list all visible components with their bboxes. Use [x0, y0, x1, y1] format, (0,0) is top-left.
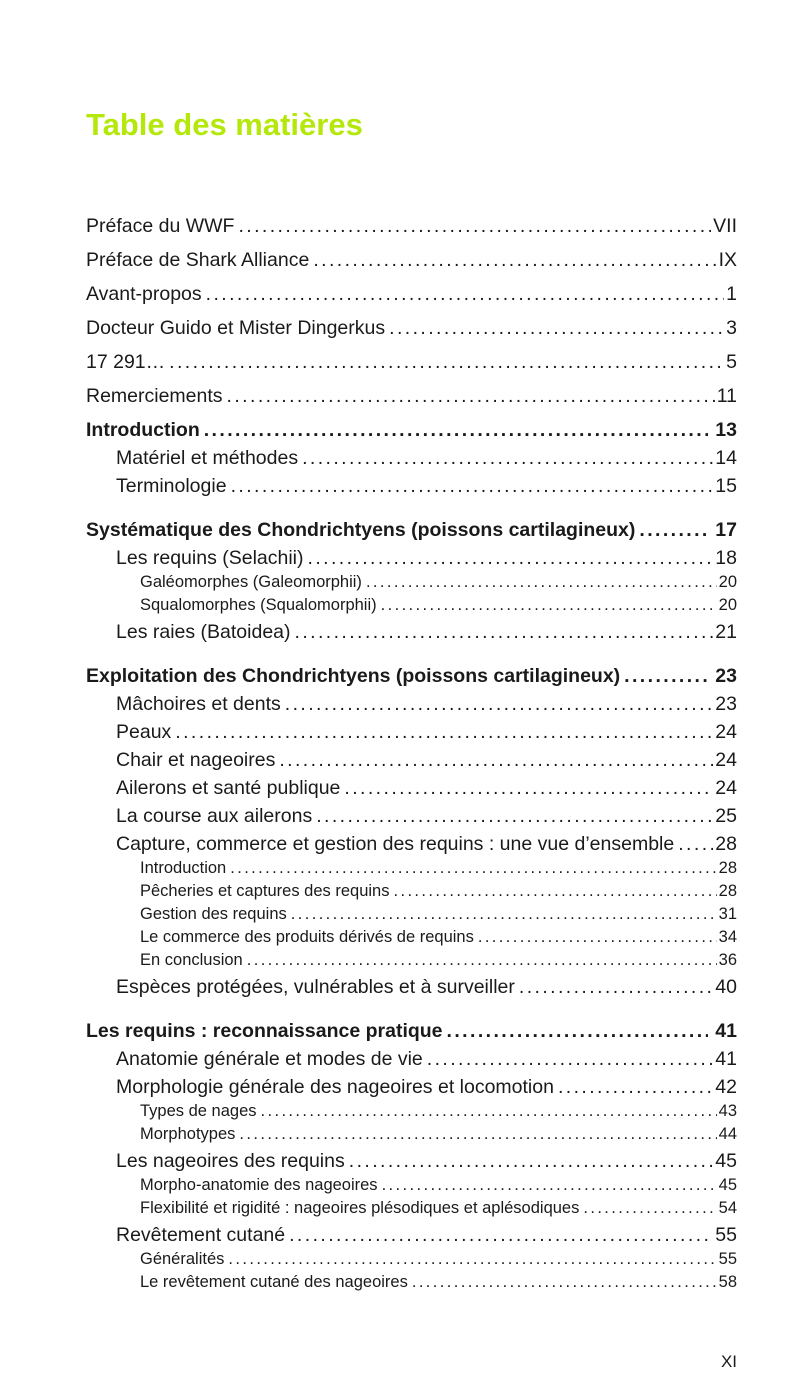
dot-leader: [558, 1077, 713, 1097]
dot-leader: [624, 666, 708, 686]
toc-entry: [86, 284, 737, 304]
dot-leader: [447, 1021, 709, 1041]
toc-entry: [86, 548, 737, 568]
toc-entry-page: 24: [715, 721, 737, 743]
toc-entry-label: La course aux ailerons: [116, 805, 313, 827]
toc-entry-page: 20: [718, 573, 737, 591]
toc-entry: [86, 597, 737, 614]
dot-leader: [175, 722, 713, 742]
toc-entry: [86, 1021, 737, 1041]
dot-leader: [678, 834, 713, 854]
toc-entry-label: Morpho-anatomie des nageoires: [140, 1176, 378, 1194]
toc-entry: [86, 1126, 737, 1143]
dot-leader: [285, 694, 714, 714]
toc-entry: [86, 694, 737, 714]
toc-entry: [86, 1200, 737, 1217]
toc-entry-page: 24: [715, 777, 737, 799]
toc-entry: [86, 386, 737, 406]
toc-entry: [86, 883, 737, 900]
toc-entry-label: Anatomie générale et modes de vie: [116, 1048, 423, 1070]
toc-entry-label: Terminologie: [116, 475, 227, 497]
dot-leader: [393, 883, 716, 900]
toc-entry-label: Gestion des requins: [140, 905, 287, 923]
toc-entry-label: Systématique des Chondrichtyens (poissons cartilagineux): [86, 519, 636, 541]
toc-entry: [86, 1077, 737, 1097]
page-title: Table des matières: [86, 107, 363, 142]
toc-entry: [86, 1103, 737, 1120]
toc-entry-label: Types de nages: [140, 1102, 257, 1120]
toc-entry-page: 41: [715, 1020, 737, 1042]
toc-entry: [86, 622, 737, 642]
dot-leader: [261, 1103, 717, 1120]
toc-entry-page: 55: [715, 1224, 737, 1246]
toc-entry-page: 58: [718, 1273, 737, 1291]
dot-leader: [279, 750, 713, 770]
toc-entry-label: En conclusion: [140, 951, 243, 969]
toc-entry-page: VII: [713, 215, 737, 237]
dot-leader: [583, 1200, 716, 1217]
dot-leader: [382, 1177, 717, 1194]
dot-leader: [427, 1049, 714, 1069]
toc-entry-page: 24: [715, 749, 737, 771]
toc-entry-page: 28: [715, 833, 737, 855]
toc-entry: [86, 420, 737, 440]
dot-leader: [230, 860, 716, 877]
dot-leader: [204, 420, 709, 440]
dot-leader: [381, 597, 717, 614]
table-of-contents: [86, 216, 737, 1291]
toc-entry-label: Avant-propos: [86, 283, 202, 305]
toc-entry-label: Revêtement cutané: [116, 1224, 286, 1246]
dot-leader: [389, 318, 724, 338]
toc-entry-page: 54: [718, 1199, 737, 1217]
toc-entry-label: Capture, commerce et gestion des requins : une vue d’ensemble: [116, 833, 675, 855]
dot-leader: [227, 386, 715, 406]
dot-leader: [302, 448, 713, 468]
toc-entry-page: 31: [718, 905, 737, 923]
toc-entry: [86, 250, 737, 270]
toc-entry-label: Morphotypes: [140, 1125, 236, 1143]
toc-entry-label: Espèces protégées, vulnérables et à surveiller: [116, 976, 515, 998]
toc-entry-label: Le revêtement cutané des nageoires: [140, 1273, 408, 1291]
toc-entry-page: 44: [718, 1125, 737, 1143]
toc-entry-label: Morphologie générale des nageoires et locomotion: [116, 1076, 554, 1098]
toc-entry: [86, 929, 737, 946]
toc-entry: [86, 906, 737, 923]
toc-entry-label: Flexibilité et rigidité : nageoires plésodiques et aplésodiques: [140, 1199, 580, 1217]
dot-leader: [412, 1274, 717, 1291]
dot-leader: [231, 476, 714, 496]
toc-entry: [86, 1151, 737, 1171]
toc-entry-page: 36: [718, 951, 737, 969]
dot-leader: [639, 520, 708, 540]
toc-entry-page: 34: [718, 928, 737, 946]
toc-entry-page: 42: [715, 1076, 737, 1098]
toc-entry-label: Mâchoires et dents: [116, 693, 281, 715]
toc-entry-label: 17 291…: [86, 351, 166, 373]
dot-leader: [289, 1225, 713, 1245]
toc-entry-label: Pêcheries et captures des requins: [140, 882, 390, 900]
toc-entry: [86, 977, 737, 997]
toc-entry-page: 20: [718, 596, 737, 614]
toc-entry-label: Squalomorphes (Squalomorphii): [140, 596, 377, 614]
toc-entry-label: Introduction: [86, 419, 200, 441]
toc-entry-page: 28: [718, 859, 737, 877]
toc-entry-label: Galéomorphes (Galeomorphii): [140, 573, 362, 591]
toc-entry: [86, 448, 737, 468]
toc-entry-label: Les requins : reconnaissance pratique: [86, 1020, 443, 1042]
dot-leader: [349, 1151, 714, 1171]
toc-entry-label: Les nageoires des requins: [116, 1150, 345, 1172]
toc-entry-label: Chair et nageoires: [116, 749, 276, 771]
toc-entry-page: 17: [715, 519, 737, 541]
dot-leader: [316, 806, 713, 826]
toc-entry: [86, 834, 737, 854]
toc-entry-label: Matériel et méthodes: [116, 447, 299, 469]
toc-entry-page: 18: [715, 547, 737, 569]
toc-entry: [86, 750, 737, 770]
toc-entry-page: 23: [715, 693, 737, 715]
toc-entry-page: IX: [718, 249, 737, 271]
toc-entry-page: 41: [715, 1048, 737, 1070]
toc-entry: [86, 666, 737, 686]
toc-entry: [86, 1049, 737, 1069]
toc-entry-page: 14: [715, 447, 737, 469]
toc-entry: [86, 318, 737, 338]
toc-entry-page: 45: [715, 1150, 737, 1172]
toc-entry: [86, 1177, 737, 1194]
dot-leader: [206, 284, 725, 304]
toc-entry: [86, 860, 737, 877]
toc-entry-label: Les raies (Batoidea): [116, 621, 291, 643]
toc-entry: [86, 952, 737, 969]
toc-entry-page: 28: [718, 882, 737, 900]
toc-entry-page: 55: [718, 1250, 737, 1268]
toc-entry-page: 23: [715, 665, 737, 687]
toc-entry-page: 15: [715, 475, 737, 497]
toc-entry-label: Exploitation des Chondrichtyens (poissons cartilagineux): [86, 665, 621, 687]
toc-entry: [86, 722, 737, 742]
toc-entry: [86, 806, 737, 826]
toc-entry-label: Peaux: [116, 721, 172, 743]
dot-leader: [169, 352, 724, 372]
toc-entry-page: 43: [718, 1102, 737, 1120]
dot-leader: [519, 977, 713, 997]
toc-entry-page: 5: [726, 351, 737, 373]
dot-leader: [238, 216, 711, 236]
toc-entry-page: 40: [715, 976, 737, 998]
toc-entry-page: 45: [718, 1176, 737, 1194]
dot-leader: [313, 250, 716, 270]
dot-leader: [239, 1126, 716, 1143]
toc-entry-label: Préface du WWF: [86, 215, 235, 237]
dot-leader: [478, 929, 717, 946]
toc-entry-label: Les requins (Selachii): [116, 547, 304, 569]
folio-page-number: XI: [720, 1352, 737, 1371]
toc-entry-label: Remerciements: [86, 385, 223, 407]
toc-entry-label: Le commerce des produits dérivés de requins: [140, 928, 474, 946]
toc-entry-label: Docteur Guido et Mister Dingerkus: [86, 317, 386, 339]
toc-entry: [86, 778, 737, 798]
dot-leader: [291, 906, 717, 923]
dot-leader: [366, 574, 717, 591]
toc-entry: [86, 476, 737, 496]
toc-entry: [86, 574, 737, 591]
dot-leader: [308, 548, 714, 568]
dot-leader: [344, 778, 713, 798]
dot-leader: [228, 1251, 716, 1268]
toc-entry-label: Préface de Shark Alliance: [86, 249, 310, 271]
toc-entry-page: 21: [715, 621, 737, 643]
toc-entry-page: 13: [715, 419, 737, 441]
toc-entry: [86, 216, 737, 236]
toc-entry: [86, 1274, 737, 1291]
toc-entry-page: 11: [716, 385, 737, 407]
toc-entry-page: 3: [726, 317, 737, 339]
toc-entry: [86, 1225, 737, 1245]
dot-leader: [295, 622, 714, 642]
toc-entry-page: 25: [715, 805, 737, 827]
toc-entry-label: Généralités: [140, 1250, 225, 1268]
dot-leader: [247, 952, 717, 969]
toc-entry: [86, 520, 737, 540]
toc-entry-label: Ailerons et santé publique: [116, 777, 341, 799]
toc-entry: [86, 1251, 737, 1268]
toc-entry: [86, 352, 737, 372]
toc-entry-page: 1: [726, 283, 737, 305]
toc-entry-label: Introduction: [140, 859, 227, 877]
